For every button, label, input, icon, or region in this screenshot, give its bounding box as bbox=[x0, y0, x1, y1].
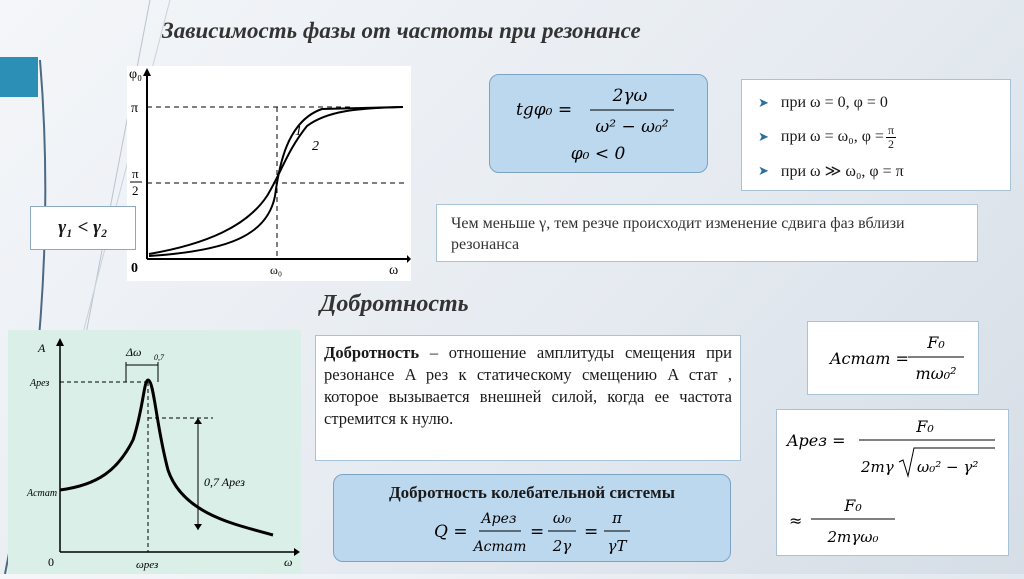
svg-text:Aстат =: Aстат = bbox=[830, 349, 909, 368]
delta-omega-label: Δω bbox=[126, 345, 142, 359]
svg-text:F₀: F₀ bbox=[927, 333, 945, 352]
arrow-bullet-icon: ➤ bbox=[758, 163, 769, 178]
svg-text:π: π bbox=[612, 509, 622, 527]
curve1-label: 1 bbox=[295, 124, 302, 139]
svg-text:=: = bbox=[584, 522, 599, 542]
quality-title: Добротность колебательной системы bbox=[388, 483, 676, 502]
svg-text:2mγ: 2mγ bbox=[861, 458, 894, 476]
phase-negative: φ₀ < 0 bbox=[570, 144, 626, 164]
svg-text:=: = bbox=[530, 522, 545, 542]
svg-text:2γ: 2γ bbox=[552, 537, 572, 555]
svg-text:Aстат: Aстат bbox=[473, 539, 527, 555]
definition-box bbox=[315, 335, 741, 461]
a-stat-label: Aстат bbox=[27, 488, 58, 499]
q-lhs: Q = bbox=[434, 522, 468, 542]
omega2-label: ω bbox=[284, 555, 293, 569]
tg-lhs: tgφ₀ = bbox=[516, 100, 573, 120]
arrow-bullet-icon: ➤ bbox=[758, 95, 769, 110]
condition-item: ➤ при ω ≫ ω₀, φ = π bbox=[758, 163, 904, 180]
curve2-label: 2 bbox=[312, 139, 319, 154]
phase-formula bbox=[489, 74, 708, 173]
phase-graph bbox=[127, 66, 411, 281]
svg-text:ω₀: ω₀ bbox=[552, 509, 572, 527]
definition-text: – отношение амплитуды смещения при резонансе A рез к статическому смещению A стат , которое вызывается внешней силой, когда ее частота стремится к нулю. bbox=[324, 343, 732, 428]
condition-item: ➤ при ω = 0, φ = 0 bbox=[758, 94, 888, 111]
arrow-bullet-icon: ➤ bbox=[758, 129, 769, 144]
omega-label: ω bbox=[389, 263, 399, 278]
delta-omega-sub: 0,7 bbox=[154, 353, 164, 362]
svg-text:F₀: F₀ bbox=[844, 496, 862, 515]
a-res-formula bbox=[776, 409, 1009, 556]
svg-text:2mγω₀: 2mγω₀ bbox=[827, 528, 879, 546]
amp-y-label: A bbox=[38, 341, 46, 355]
resonance-graph bbox=[8, 330, 301, 574]
svg-text:Aрез =: Aрез = bbox=[787, 431, 846, 450]
a-stat-formula bbox=[807, 321, 979, 395]
origin-label: 0 bbox=[131, 261, 138, 276]
svg-text:≈: ≈ bbox=[789, 511, 803, 530]
slide-title: Зависимость фазы от частоты при резонансе bbox=[162, 18, 641, 43]
condition-item: ➤ при ω = ω₀, φ = $\frac{\pi}{2}$ bbox=[758, 122, 895, 151]
quality-factor-box bbox=[333, 474, 731, 562]
a-res-label: Aрез bbox=[30, 378, 50, 389]
gamma-relation: γ₁ < γ₂ bbox=[30, 206, 136, 250]
half-pi-den: 2 bbox=[132, 183, 139, 198]
svg-text:Aрез: Aрез bbox=[481, 511, 517, 527]
cond-frac-den: 2 bbox=[887, 136, 894, 151]
tg-numerator: 2γω bbox=[612, 86, 648, 106]
accent-bar bbox=[0, 57, 38, 97]
definition-term: Добротность bbox=[324, 343, 420, 362]
half-pi-num: π bbox=[132, 166, 139, 181]
svg-text:ω₀² − γ²: ω₀² − γ² bbox=[917, 458, 979, 476]
conditions-box bbox=[741, 79, 1011, 191]
cond-frac-num: π bbox=[887, 122, 895, 137]
svg-text:F₀: F₀ bbox=[916, 417, 934, 436]
level-label: 0,7 Aрез bbox=[204, 475, 245, 489]
origin2-label: 0 bbox=[48, 555, 54, 569]
section-heading: Добротность bbox=[320, 291, 469, 317]
gamma-note: Чем меньше γ, тем резче происходит изменение сдвига фаз вблизи резонанса bbox=[436, 204, 978, 262]
svg-text:mω₀²: mω₀² bbox=[915, 364, 957, 383]
svg-text:γT: γT bbox=[607, 537, 627, 555]
pi-label: π bbox=[131, 101, 139, 116]
phase-y-label: φ₀ bbox=[129, 67, 142, 82]
omega0-label: ω₀ bbox=[270, 263, 283, 277]
tg-denominator: ω² − ω₀² bbox=[595, 117, 669, 137]
omega-res-label: ωрез bbox=[136, 559, 159, 571]
